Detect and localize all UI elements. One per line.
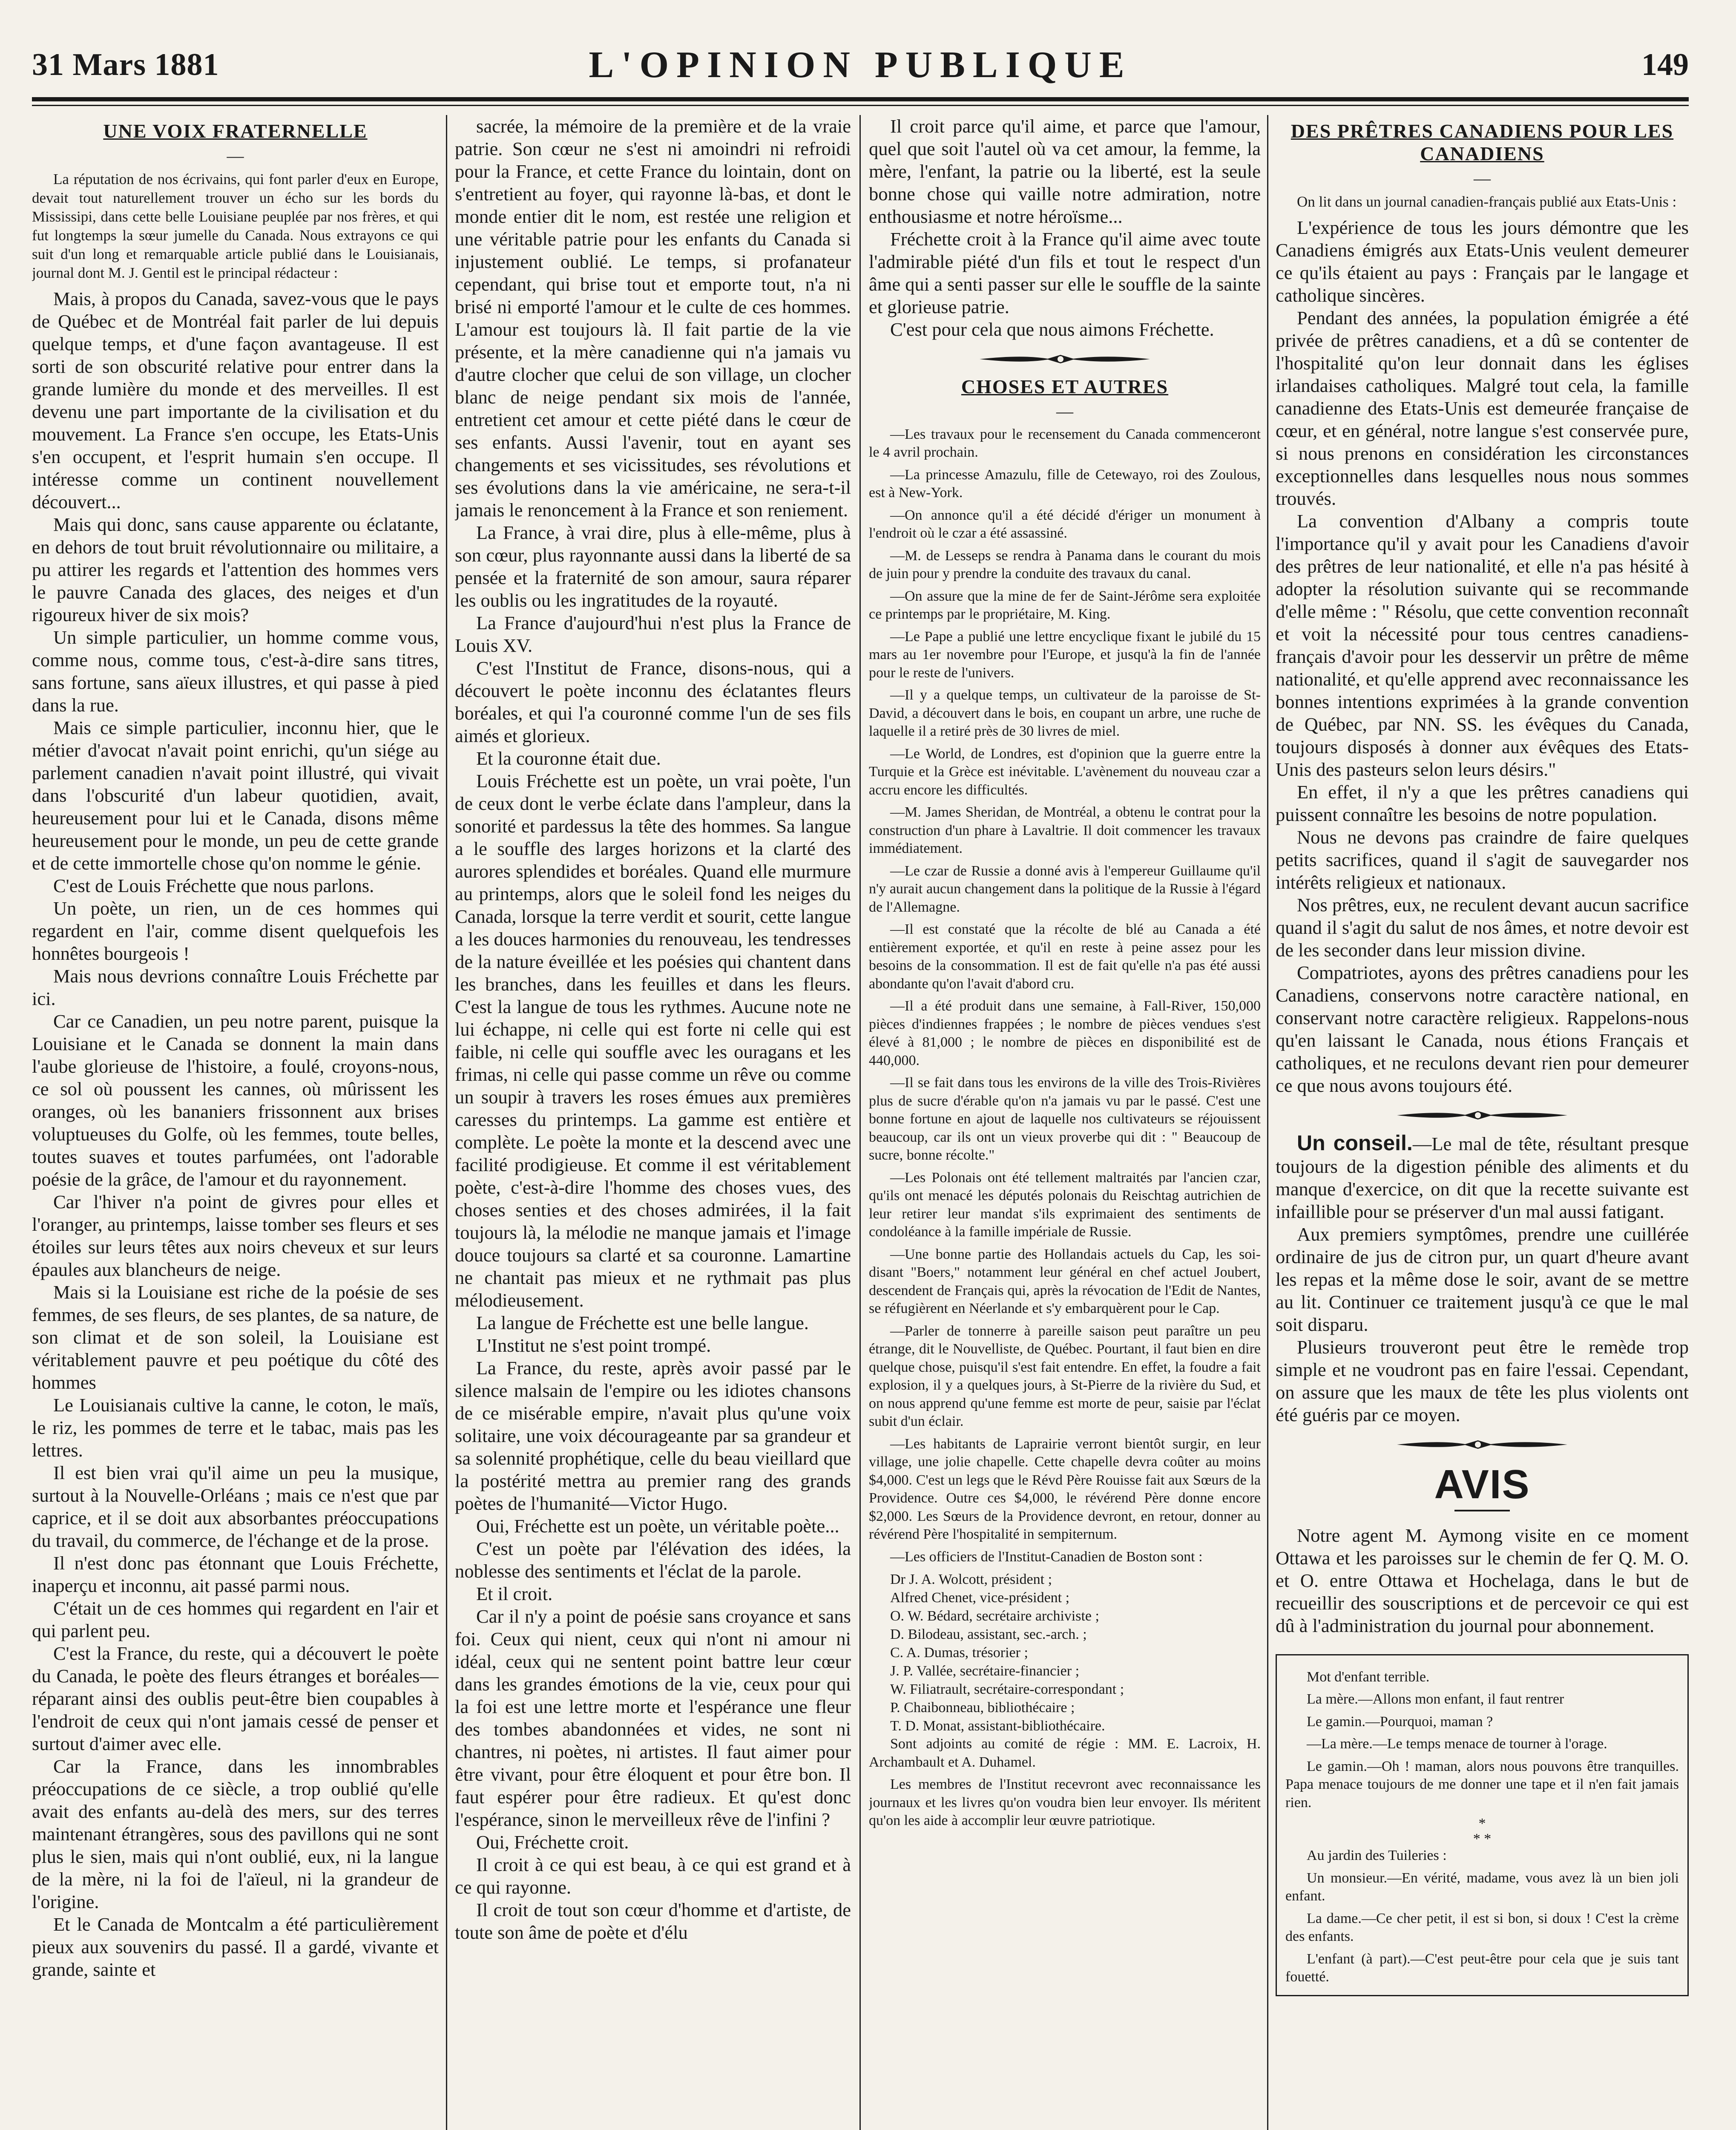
body-paragraph: Compatriotes, ayons des prêtres canadiens pour les Canadiens, conservons notre caractère national, en conservant notre caractère religieux. Rappelons-nous qu'en laissant le Canada, nous étions Français et catholiques, et ne reculons devant rien pour demeurer ce que nous avons toujours été. [1276, 961, 1689, 1096]
news-item: —Il se fait dans tous les environs de la ville des Trois-Rivières plus de sucre d'érable qu'on n'a jamais vu par le passé. C'est une bonne fortune en ajout de laquelle nos cultivateurs se réjouissent beaucoup, car ils ont un vieux proverbe qui dit : " Beaucoup de sucre, bonne récolte." [869, 1075, 1261, 1163]
body-paragraph: Car ce Canadien, un peu notre parent, puisque la Louisiane et le Canada se donnent la main dans l'aube glorieuse de l'histoire, a foulé, croyons-nous, ce sol où poussent les cannes, où mûrissent les oranges, où les bananiers frissonnent aux brises voluptueuses du Golfe, où les femmes, toute belles, toutes suaves et toutes parfumées, ont l'adorable poésie de la grâce, de l'amour et du rayonnement. [32, 1010, 439, 1190]
column-divider [859, 115, 861, 2130]
body-paragraph: Et le Canada de Montcalm a été particulièrement pieux aux souvenirs du passé. Il a gardé, vivante et grande, sainte et [32, 1913, 439, 1980]
officer-entry: Alfred Chenet, vice-président ; [890, 1590, 1070, 1606]
body-paragraph: C'est l'Institut de France, disons-nous, qui a découvert le poète inconnu des éclatantes fleurs boréales, et qui l'a couronné comme l'un de ses fils aimés et glorieux. [455, 657, 851, 746]
conseil-paragraph: Plusieurs trouveront peut être le remède trop simple et ne voudront pas en faire l'essai. Cependant, on assure que les maux de tête les plus violents ont été guéris par ce moyen. [1276, 1336, 1689, 1425]
header-rule-thick [32, 97, 1689, 101]
news-item: —M. James Sheridan, de Montréal, a obtenu le contrat pour la construction d'un phare à Lavaltrie. Il doit commencer les travaux immédiatement. [869, 804, 1261, 857]
body-paragraph: La langue de Fréchette est une belle langue. [476, 1312, 809, 1333]
body-paragraph: C'est un poète par l'élévation des idées, la noblesse des sentiments et l'éclat de la parole. [455, 1538, 851, 1582]
news-item: —On assure que la mine de fer de Saint-Jérôme sera exploitée ce printemps par le propriétaire, M. King. [869, 588, 1261, 622]
officer-entry: T. D. Monat, assistant-bibliothécaire. [890, 1718, 1105, 1734]
news-item: —Les travaux pour le recensement du Canada commenceront le 4 avril prochain. [869, 426, 1261, 461]
closing-paragraph: Les membres de l'Institut recevront avec reconnaissance les journaux et les livres qu'on voudra bien leur envoyer. Ils méritent qu'on les aide à accomplir leur œuvre patriotique. [869, 1776, 1261, 1829]
officer-entry: O. W. Bédard, secrétaire archiviste ; [890, 1608, 1099, 1624]
news-item: —Il est constaté que la récolte de blé au Canada a été entièrement exportée, et qu'il en reste à peine assez pour les besoins de la consommation. Il est de fait qu'elle n'a pas été aussi abondante qu'on l'avait d'abord cru. [869, 921, 1261, 992]
article-body-continued [455, 115, 851, 1944]
body-paragraph: Le Louisianais cultive la canne, le coton, le maïs, le riz, les pommes de terre et le tabac, mais pas les lettres. [32, 1394, 439, 1461]
body-paragraph: La France d'aujourd'hui n'est plus la France de Louis XV. [455, 612, 851, 656]
dialogue-line: L'enfant (à part).—C'est peut-être pour cela que je suis tant fouetté. [1285, 1951, 1679, 1985]
news-item: —Il a été produit dans une semaine, à Fall-River, 150,000 pièces d'indiennes frappées ; le nombre de pièces vendues s'est élevé à 81,000 ; le nombre de pièces en disponibilité est de 440,000. [869, 998, 1261, 1068]
body-paragraph: Car l'hiver n'a point de givres pour elles et l'oranger, au printemps, laisse tomber ses fleurs et ses étoiles sur leurs têtes aux noirs cheveux et sur leurs épaules aux blancheurs de neige. [32, 1191, 439, 1280]
body-paragraph: En effet, il n'y a que les prêtres canadiens qui puissent connaître les besoins de notre population. [1276, 781, 1689, 825]
body-paragraph: Mais si la Louisiane est riche de la poésie de ses femmes, de ses fleurs, de ses plantes, de sa nature, de son climat et de son soleil, la Louisiane est véritablement pauvre et peu poétique du côté des hommes [32, 1281, 439, 1393]
body-paragraph: Nous ne devons pas craindre de faire quelques petits sacrifices, quand il s'agit de sauvegarder nos intérêts religieux et nationaux. [1276, 826, 1689, 893]
news-item: —On annonce qu'il a été décidé d'ériger un monument à l'endroit où le czar a été assassiné. [869, 507, 1261, 541]
body-paragraph: L'Institut ne s'est point trompé. [476, 1335, 711, 1356]
body-paragraph: La France, à vrai dire, plus à elle-même, plus à son cœur, plus rayonnante aussi dans la liberté de sa pensée et la fraternité de son amour, saura réparer les oublis ou les ingratitudes de la royauté. [455, 522, 851, 611]
title-dash: — [227, 146, 244, 165]
header-rule-thin [32, 105, 1689, 106]
article-intro: On lit dans un journal canadien-français publié aux Etats-Unis : [1297, 193, 1677, 210]
dialogue-line: La dame.—Ce cher petit, il est si bon, si doux ! C'est la crème des enfants. [1285, 1910, 1679, 1945]
column-2 [455, 115, 851, 2130]
body-paragraph: sacrée, la mémoire de la première et de la vraie patrie. Son cœur ne s'est ni amoindri ni refroidi pour la France, et cette France du lointain, dont on s'entretient au foyer, qui rayonne là-bas, et dont le monde entier dit le nom, est restée une religion et une véritable patrie pour les enfants du Canada si injustement oublié. Le temps, si profanateur cependant, qui brise tout et emporte tout, n'a ni brisé ni emporté l'amour et le culte de ces hommes. L'amour est toujours là. Il fait partie de la vie présente, et la mère canadienne qui n'a jamais vu d'autre clocher que celui de son village, un clocher blanc de neige pendant six mois de l'année, entretient cet amour et cette piété dans le cœur de ses enfants. Aussi l'avenir, tout en ayant ses changements et ses vicissitudes, ses révolutions et ses évolutions dans la vie américaine, ne sera-t-il jamais le renoncement à la France et son reniement. [455, 115, 851, 521]
article-body [1276, 216, 1689, 1097]
officer-entry: P. Chaibonneau, bibliothécaire ; [890, 1700, 1075, 1716]
article-body [32, 288, 439, 1981]
conseil-text: —Le mal de tête, résultant presque toujours de la digestion pénible des aliments et du manque d'exercice, on dit que la recette suivante est infaillible pour se préserver d'un mal aussi fatigant. [1276, 1133, 1689, 1222]
officer-entry: W. Filiatrault, secrétaire-correspondant ; [890, 1681, 1124, 1698]
news-items [869, 426, 1261, 1566]
body-paragraph: Louis Fréchette est un poète, un vrai poète, l'un de ceux dont le verbe éclate dans l'ampleur, dans la sonorité et pardessus la tête des hommes. Sa langue a le souffle des larges horizons et la clarté des aurores splendides et boréales. Quand elle murmure au printemps, alors que le soleil fond les neiges du Canada, lorsque la terre verdit et sourit, cette langue a les douces harmonies du renouveau, les tendresses de la nature éveillée et les poésies qui chantent dans les branches, dans les feuilles et dans les fleurs. C'est la langue de tous les rythmes. Aucune note ne lui échappe, ni celle qui est forte ni celle qui est faible, ni celle qui souffle avec les ouragans et les frimas, ni celle qui passe comme un rêve ou comme un soupir à travers les roses émues aux premières caresses du printemps. La gamme est entière et complète. Le poète la monte et la descend avec une facilité prodigieuse. Et comme il est véritablement poète, c'est-à-dire l'homme des choses vues, des choses senties et des choses admirées, il la fait toujours là, la mélodie ne manque jamais et l'image douce toujours sa clarté et sa couronne. Lamartine ne chantait pas mieux et ne rythmait pas plus mélodieusement. [455, 770, 851, 1311]
issue-date: 31 Mars 1881 [32, 47, 219, 82]
mot-title: Mot d'enfant terrible. [1307, 1669, 1430, 1685]
ornament-divider [869, 353, 1261, 366]
body-paragraph: Car il n'y a point de poésie sans croyance et sans foi. Ceux qui nient, ceux qui n'ont ni amour ni idéal, ceux qui ne sentent point battre leur cœur dans les grandes émotions de la vie, ceux pour qui la foi est une lettre morte et l'espérance une fleur des tombes abandonnées et vides, ne sont ni chantres, ni poètes, ni artistes. Il faut aimer pour être vivant, pour être éloquent et pour être bon. Il faut espérer pour être radieux. Et qu'est donc l'espérance, sinon le merveilleux rêve de l'infini ? [455, 1606, 851, 1830]
body-paragraph: Un simple particulier, un homme comme vous, comme nous, comme tous, c'est-à-dire sans titres, sans fortune, sans aïeux illustres, et qui passe à pied dans la rue. [32, 626, 439, 716]
closing-paragraph: Sont adjoints au comité de régie : MM. E. Lacroix, H. Archambault et A. Duhamel. [869, 1736, 1261, 1770]
news-item: —Les habitants de Laprairie verront bientôt surgir, en leur village, une jolie chapelle. Cette chapelle devra coûter au moins $4,000. C'est un legs que le Révd Père Rouisse fait aux Sœurs de la Providence. Outre ces $4,000, le révérend Père donne encore $2,000. Les Sœurs de la Providence devront, en retour, donner au révérend Père l'hospitalité in sempiternum. [869, 1436, 1261, 1543]
asterism: * * * [1473, 1816, 1492, 1847]
body-paragraph: Nos prêtres, eux, ne reculent devant aucun sacrifice quand il s'agit du salut de nos âmes, et notre devoir est de les seconder dans leur mission divine. [1276, 894, 1689, 961]
officer-entry: J. P. Vallée, secrétaire-financier ; [890, 1663, 1080, 1679]
title-dash: — [1056, 401, 1073, 421]
body-paragraph: Il croit de tout son cœur d'homme et d'artiste, de toute son âme de poète et d'élu [455, 1899, 851, 1943]
masthead-title: L'OPINION PUBLIQUE [589, 44, 1132, 86]
title-dash: — [1474, 168, 1491, 188]
news-item: —Le czar de Russie a donné avis à l'empereur Guillaume qu'il n'y aurait aucun changement dans la politique de la Russie à l'égard de l'Allemagne. [869, 863, 1261, 915]
anecdote-box [1276, 1654, 1689, 1996]
body-paragraph: Il croit parce qu'il aime, et parce que l'amour, quel que soit l'autel où va cet amour, la femme, la mère, l'enfant, la patrie ou la liberté, est la seule bonne chose qui vaille notre admiration, notre enthousiasme et notre héroïsme... [869, 115, 1261, 227]
body-paragraph: Un poète, un rien, un de ces hommes qui regardent en l'air, comme disent quelquefois les honnêtes bourgeois ! [32, 897, 439, 964]
page-header [32, 44, 1689, 94]
body-paragraph: Car la France, dans les innombrables préoccupations de ce siècle, a trop oublié qu'elle avait des enfants au-delà des mers, sur des terres maintenant étrangères, sous des pavillons qui ne sont plus le sien, mais qui n'ont oublié, eux, ni la langue de la mère, ni la foi de l'aïeul, ni la grandeur de l'origine. [32, 1755, 439, 1912]
news-item: —Le World, de Londres, est d'opinion que la guerre entre la Turquie et la Grèce est inévitable. L'avènement du nouveau czar a accru encore les difficultés. [869, 746, 1261, 798]
news-item: —Une bonne partie des Hollandais actuels du Cap, les soi-disant "Boers," notamment leur général en chef actuel Joubert, descendent de Français qui, après la révocation de l'Edit de Nantes, se réfugièrent en Néerlande et s'y embarquèrent pour le Cap. [869, 1246, 1261, 1317]
news-item: —Le Pape a publié une lettre encyclique fixant le jubilé du 15 mars au 1er novembre pour l'Europe, et jusqu'à la fin de l'année pour le reste de l'univers. [869, 628, 1261, 681]
body-paragraph: Mais qui donc, sans cause apparente ou éclatante, en dehors de tout bruit révolutionnaire ou militaire, a pu attirer les regards et l'attention des hommes vers le pauvre Canada des glaces, des neiges et d'un rigoureux hiver de six mois? [32, 513, 439, 625]
page-number: 149 [1641, 47, 1689, 82]
section-title: CHOSES ET AUTRES [961, 376, 1169, 397]
conseil-paragraph: Aux premiers symptômes, prendre une cuillérée ordinaire de jus de citron pur, un quart d'heure avant les repas et la même dose le soir, avant de se mettre au lit. Continuer ce traitement jusqu'à ce que le mal soit disparu. [1276, 1223, 1689, 1335]
column-divider [446, 115, 447, 2130]
article-title: DES PRÊTRES CANADIENS POUR LES CANADIENS [1291, 120, 1674, 164]
conseil-first-paragraph [1276, 1132, 1689, 1223]
avis-text: Notre agent M. Aymong visite en ce moment Ottawa et les paroisses sur le chemin de fer Q. M. O. et O. entre Ottawa et Hochelaga, dans le but de recueillir des souscriptions et de percevoir ce qui est dû à l'administration du journal pour abonnement. [1276, 1524, 1689, 1636]
tuileries-lines [1285, 1869, 1679, 1986]
officer-entry: Dr J. A. Wolcott, président ; [890, 1572, 1052, 1588]
conseil-lead: Un conseil. [1297, 1131, 1413, 1155]
news-item: —Les Polonais ont été tellement maltraités par l'ancien czar, qu'ils ont menacé les députés polonais du Reischtag autrichien de leur retirer leur mandat s'ils exprimaient des sentiments de condoléance à la famille impériale de Russie. [869, 1169, 1261, 1240]
news-item: —La princesse Amazulu, fille de Cetewayo, roi des Zoulous, est à New-York. [869, 466, 1261, 501]
body-paragraph: C'est la France, du reste, qui a découvert le poète du Canada, le poète des fleurs étranges et boréales—réparant ainsi des oublis peut-être bien coupables à l'endroit de ceux qui n'ont jamais cessé de penser et surtout d'aimer avec elle. [32, 1642, 439, 1754]
body-paragraph: Mais, à propos du Canada, savez-vous que le pays de Québec et de Montréal fait parler de lui depuis quelque temps, et d'une façon avantageuse. Il est sorti de son obscurité relative pour entrer dans la grande lumière du monde et des merveilles. Il est devenu une part importante de la civilisation et du mouvement. La France s'en occupe, les Etats-Unis s'en occupent, et l'esprit humain s'en occupe. Il intéresse comme un continent nouvellement découvert... [32, 288, 439, 512]
ornament-divider [1276, 1109, 1689, 1122]
body-paragraph: Oui, Fréchette croit. [476, 1831, 629, 1853]
officers-list [869, 1570, 1261, 1735]
body-paragraph: Mais nous devrions connaître Louis Fréchette par ici. [32, 965, 439, 1009]
body-paragraph: Fréchette croit à la France qu'il aime avec toute l'admirable piété d'un fils et tout le respect d'un âme qui a senti passer sur elle le souffle de la sainte et glorieuse patrie. [869, 228, 1261, 317]
mot-lines [1285, 1690, 1679, 1812]
news-item: —M. de Lesseps se rendra à Panama dans le courant du mois de juin pour y prendre la conduite des travaux du canal. [869, 547, 1261, 582]
officer-entry: D. Bilodeau, assistant, sec.-arch. ; [890, 1626, 1087, 1643]
news-item: —Les officiers de l'Institut-Canadien de Boston sont : [890, 1549, 1203, 1565]
news-closing [869, 1735, 1261, 1830]
body-paragraph: L'expérience de tous les jours démontre que les Canadiens émigrés aux Etats-Unis veulent demeurer ce qu'ils étaient au pays : Français par le langage et catholique sincères. [1276, 216, 1689, 306]
article-intro: La réputation de nos écrivains, qui font parler d'eux en Europe, devait tout naturellement trouver un écho sur les bords du Mississipi, dans cette belle Louisiane peuplée par nos frères, et qui fut longtemps la sœur jumelle du Canada. Nous extrayons ce qui suit d'un long et remarquable article publié dans le Louisianais, journal dont M. J. Gentil est le principal rédacteur : [32, 170, 439, 281]
body-paragraph: Et la couronne était due. [476, 748, 661, 769]
dialogue-line: —La mère.—Le temps menace de tourner à l'orage. [1307, 1736, 1607, 1752]
dialogue-line: Le gamin.—Oh ! maman, alors nous pouvons être tranquilles. Papa menace toujours de me donner une tape et il n'en fait jamais rien. [1285, 1758, 1679, 1810]
news-item: —Il y a quelque temps, un cultivateur de la paroisse de St-David, a découvert dans le bois, en coupant un arbre, une ruche de laquelle il a retiré près de 30 livres de miel. [869, 687, 1261, 740]
body-paragraph: Il croit à ce qui est beau, à ce qui est grand et à ce qui rayonne. [455, 1854, 851, 1898]
column-1 [32, 115, 439, 2130]
body-paragraph: C'est pour cela que nous aimons Fréchette. [890, 319, 1214, 340]
body-paragraph: La convention d'Albany a compris toute l'importance qu'il y avait pour les Canadiens d'avoir des prêtres de leur nationalité, et elle n'a pas hésité à adopter la résolution suivante qui se recommande d'elle même : " Résolu, que cette convention reconnaît et voit la nécessité pour tous centres canadiens-français d'avoir pour les desservir un prêtre de même nationalité, et qu'elle apprend avec reconnaissance les bonnes intentions exprimées à la grande convention de Québec, par NN. SS. les évêques du Canada, toujours disposés à donner aux évêques des Etats-Unis des pasteurs selon leurs désirs." [1276, 510, 1689, 780]
news-item: —Parler de tonnerre à pareille saison peut paraître un peu étrange, dit le Nouvelliste, de Québec. Pourtant, il faut bien en dire quelque chose, puisqu'il s'est fait entendre. En effet, la foudre a fait explosion, il y a quelques jours, à St-Pierre de la rivière du Sud, et on nous apprend qu'une femme est morte de peur, saisie par l'éclat subit d'un éclair. [869, 1323, 1261, 1430]
body-paragraph: La France, du reste, après avoir passé par le silence malsain de l'empire ou les idiotes chansons de ce misérable empire, n'avait plus qu'une voix solitaire, une voix décourageante par sa grandeur et sa solennité prophétique, celle du beau vieillard que la postérité mettra au premier rang des grands poètes de l'humanité—Victor Hugo. [455, 1357, 851, 1514]
officer-entry: C. A. Dumas, trésorier ; [890, 1645, 1028, 1661]
body-paragraph: Oui, Fréchette est un poète, un véritable poète... [476, 1515, 839, 1537]
body-paragraph: C'était un de ces hommes qui regardent en l'air et qui parlent peu. [32, 1597, 439, 1641]
column-divider [1267, 115, 1268, 2130]
body-paragraph: Il est bien vrai qu'il aime un peu la musique, surtout à la Nouvelle-Orléans ; mais ce n'est que par caprice, et il se doit aux absorbantes préoccupations du travail, du commerce, de l'échange et de la prose. [32, 1462, 439, 1551]
dialogue-line: Un monsieur.—En vérité, madame, vous avez là un bien joli enfant. [1285, 1870, 1679, 1904]
body-paragraph: Pendant des années, la population émigrée a été privée de prêtres canadiens, et a dû se contenter de l'hospitalité qu'on leur donnait dans les églises irlandaises catholiques. Malgré tout cela, la famille canadienne des Etats-Unis est demeurée française de cœur, et en général, notre langue s'est conservée pure, si nous prenons en considération les circonstances exceptionnelles dans lesquelles nous nous sommes trouvés. [1276, 307, 1689, 509]
body-paragraph: C'est de Louis Fréchette que nous parlons. [53, 875, 374, 896]
column-3 [869, 115, 1261, 2130]
body-paragraph: Mais ce simple particulier, inconnu hier, que le métier d'avocat n'avait point enrichi, qu'un siége au parlement canadien n'avait point illustré, qui vivait dans l'obscurité d'un labeur quotidien, avait, heureusement pour lui et le Canada, disons même heureusement pour le monde, un peu de cette grande et de cette immortelle chose qu'on nomme le génie. [32, 717, 439, 874]
dialogue-line: La mère.—Allons mon enfant, il faut rentrer [1307, 1691, 1564, 1707]
avis-title: AVIS [1434, 1461, 1530, 1507]
article-title: UNE VOIX FRATERNELLE [103, 120, 368, 142]
body-paragraph: Il n'est donc pas étonnant que Louis Fréchette, inaperçu et inconnu, ait passé parmi nous. [32, 1552, 439, 1596]
dialogue-line: Le gamin.—Pourquoi, maman ? [1307, 1713, 1493, 1730]
tuileries-title: Au jardin des Tuileries : [1307, 1848, 1447, 1864]
body-paragraph: Et il croit. [476, 1583, 553, 1604]
avis-rule [1454, 1510, 1510, 1511]
article-conclusion [869, 115, 1261, 341]
column-4 [1276, 115, 1689, 2130]
ornament-divider [1276, 1438, 1689, 1451]
